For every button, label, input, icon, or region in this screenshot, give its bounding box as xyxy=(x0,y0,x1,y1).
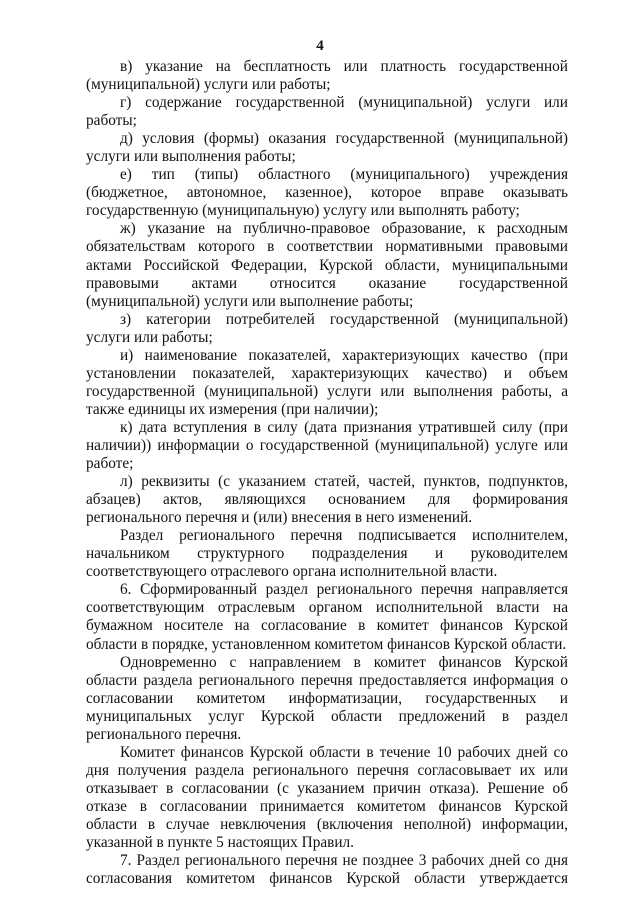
paragraph-item-k: к) дата вступления в силу (дата признания утратившей силу (при наличии)) информации о государственной (муниципальной) услуге или работе; xyxy=(86,418,568,473)
page-number: 4 xyxy=(316,38,324,54)
paragraph-section-6: 6. Сформированный раздел регионального перечня направляется соответствующим отраслевым органом исполнительной власти на бумажном носителе на согласование в комитет финансов Курской области в порядке, установленном комитетом финансов Курской области. xyxy=(86,581,568,653)
paragraph-item-v: в) указание на бесплатность или платность государственной (муниципальной) услуги или работы; xyxy=(86,58,568,94)
paragraph-item-z: з) категории потребителей государственной (муниципальной) услуги или работы; xyxy=(86,310,568,346)
paragraph-item-l: л) реквизиты (с указанием статей, частей, пунктов, подпунктов, абзацев) актов, являющихся основанием для формирования регионального перечня и (или) внесения в него изменений. xyxy=(86,473,568,527)
paragraph-simultaneously: Одновременно с направлением в комитет финансов Курской области раздела регионального перечня предоставляется информация о согласовании комитетом информатизации, государственных и муниципальных услуг Курской области предложений в раздел регионального перечня. xyxy=(86,653,568,743)
paragraph-finance-committee: Комитет финансов Курской области в течение 10 рабочих дней со дня получения раздела регионального перечня согласовывает их или отказывает в согласовании (с указанием причин отказа). Решение об отказе в согласовании принимается комитетом финансов Курской области в случае невключения (включения неполной) информации, указанной в пункте 5 настоящих Правил. xyxy=(86,743,568,852)
paragraph-item-zh: ж) указание на публично-правовое образование, к расходным обязательствам которого в соответствии нормативными правовыми актами Российской Федерации, Курской области, муниципальными правовыми актами относится оказание государственной (муниципальной) услуги или выполнение работы; xyxy=(86,220,568,310)
paragraph-item-e: е) тип (типы) областного (муниципального) учреждения (бюджетное, автономное, казенное), которое вправе оказывать государственную (муниципальную) услугу или выполнять работу; xyxy=(86,166,568,220)
paragraph-item-i: и) наименование показателей, характеризующих качество (при установлении показателей, характеризующих качество) и объем государственной (муниципальной) услуги или выполнения работы, а также единицы их измерения (при наличии); xyxy=(86,346,568,418)
document-body xyxy=(86,58,568,888)
paragraph-item-d: д) условия (формы) оказания государственной (муниципальной) услуги или выполнения работы; xyxy=(86,130,568,166)
paragraph-item-g: г) содержание государственной (муниципальной) услуги или работы; xyxy=(86,94,568,130)
paragraph-signing: Раздел регионального перечня подписывается исполнителем, начальником структурного подразделения и руководителем соответствующего отраслевого органа исполнительной власти. xyxy=(86,527,568,581)
paragraph-section-7: 7. Раздел регионального перечня не позднее 3 рабочих дней со дня согласования комитетом финансов Курской области утверждается xyxy=(86,852,568,888)
